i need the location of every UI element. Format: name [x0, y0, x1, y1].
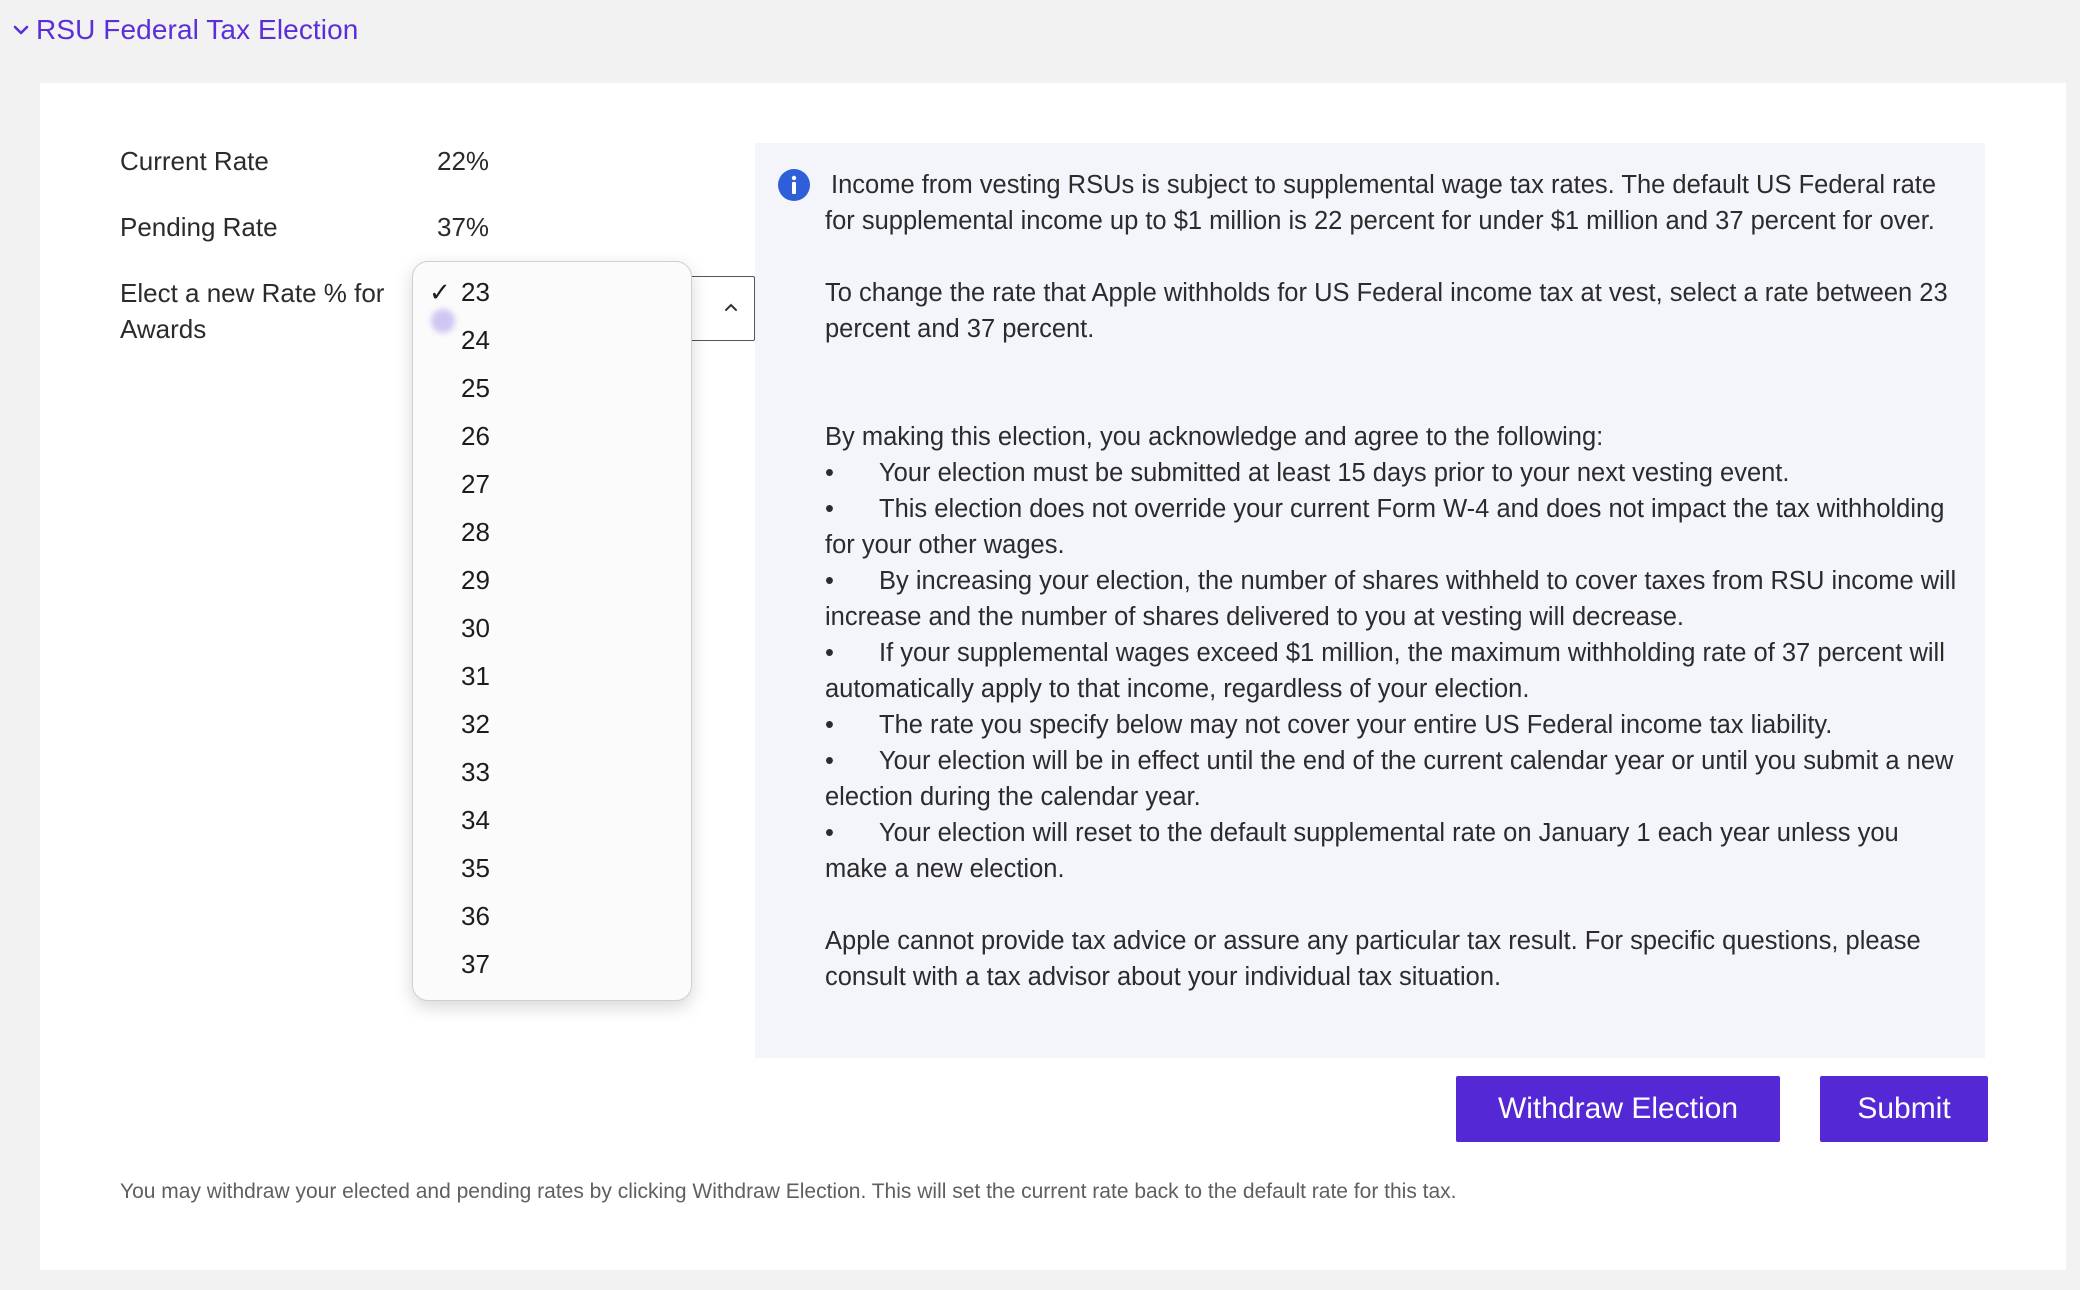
section-toggle[interactable]	[12, 14, 358, 46]
info-acknowledge: By making this election, you acknowledge and agree to the following:	[825, 423, 1604, 451]
rate-option[interactable]	[413, 748, 691, 796]
current-rate-value: 22%	[437, 146, 490, 176]
rate-option[interactable]	[413, 268, 691, 316]
rate-option-label: 23	[461, 277, 490, 307]
rate-option[interactable]	[413, 700, 691, 748]
chevron-up-icon	[724, 301, 738, 315]
rate-option[interactable]	[413, 556, 691, 604]
rate-option-label: 33	[461, 757, 490, 787]
rate-option[interactable]	[413, 412, 691, 460]
info-text	[825, 167, 1965, 995]
info-bullet-list	[825, 455, 1965, 887]
info-bullet-text: By increasing your election, the number of shares withheld to cover taxes from RSU income will increase and the number of shares delivered to you at vesting will decrease.	[825, 567, 1957, 631]
rate-option[interactable]	[413, 604, 691, 652]
info-disclaimer: Apple cannot provide tax advice or assure any particular tax result. For specific questions, please consult with a tax advisor about your individual tax situation.	[825, 927, 1921, 991]
rate-option-label: 30	[461, 613, 490, 643]
withdraw-election-button[interactable]: Withdraw Election	[1456, 1076, 1780, 1142]
election-card	[40, 83, 2066, 1270]
bullet-marker: •	[825, 567, 834, 595]
bullet-marker: •	[825, 495, 834, 523]
rate-option[interactable]	[413, 508, 691, 556]
rate-option[interactable]	[413, 844, 691, 892]
info-bullet-text: If your supplemental wages exceed $1 million, the maximum withholding rate of 37 percent will automatically apply to that income, regardless of your election.	[825, 639, 1945, 703]
info-bullet-item	[825, 707, 1965, 743]
info-bullet-item	[825, 455, 1965, 491]
rate-option-label: 28	[461, 517, 490, 547]
info-bullet-text: This election does not override your current Form W-4 and does not impact the tax withholding for your other wages.	[825, 495, 1945, 559]
info-panel	[755, 143, 1985, 1058]
info-bullet-item	[825, 743, 1965, 815]
rate-option[interactable]	[413, 796, 691, 844]
bullet-marker: •	[825, 459, 834, 487]
rate-option[interactable]	[413, 652, 691, 700]
pending-rate-label: Pending Rate	[120, 212, 278, 242]
bullet-marker: •	[825, 819, 834, 847]
rate-option[interactable]	[413, 364, 691, 412]
rate-option-label: 25	[461, 373, 490, 403]
submit-button[interactable]: Submit	[1820, 1076, 1988, 1142]
section-title: RSU Federal Tax Election	[36, 14, 359, 45]
info-bullet-item	[825, 491, 1965, 563]
info-icon	[777, 168, 811, 202]
info-bullet-text: Your election will be in effect until the end of the current calendar year or until you submit a new election during the calendar year.	[825, 747, 1954, 811]
rate-option-label: 27	[461, 469, 490, 499]
bullet-marker: •	[825, 711, 834, 739]
info-bullet-text: Your election will reset to the default supplemental rate on January 1 each year unless you make a new election.	[825, 819, 1899, 883]
rate-option-label: 32	[461, 709, 490, 739]
rate-option-label: 34	[461, 805, 490, 835]
elect-rate-label-line2: Awards	[120, 314, 207, 344]
info-bullet-item	[825, 635, 1965, 707]
pending-rate-value: 37%	[437, 212, 490, 242]
rate-option-label: 26	[461, 421, 490, 451]
elect-rate-label	[120, 275, 384, 347]
rate-option-label: 24	[461, 325, 490, 355]
focus-indicator	[431, 309, 455, 333]
bullet-marker: •	[825, 747, 834, 775]
checkmark-icon: ✓	[429, 277, 451, 307]
rate-option-label: 35	[461, 853, 490, 883]
rate-option-label: 31	[461, 661, 490, 691]
info-bullet-item	[825, 815, 1965, 887]
bullet-marker: •	[825, 639, 834, 667]
rate-option-label: 36	[461, 901, 490, 931]
current-rate-label: Current Rate	[120, 146, 269, 176]
rate-dropdown-list[interactable]	[412, 261, 692, 1001]
info-bullet-item	[825, 563, 1965, 635]
elect-rate-label-line1: Elect a new Rate % for	[120, 278, 385, 308]
footer-note: You may withdraw your elected and pending rates by clicking Withdraw Election. This will set the current rate back to the default rate for this tax.	[120, 1180, 1457, 1203]
rate-option-label: 37	[461, 949, 490, 979]
rate-option[interactable]	[413, 892, 691, 940]
rate-option[interactable]	[413, 940, 691, 988]
rate-option-label: 29	[461, 565, 490, 595]
chevron-down-icon	[12, 21, 30, 39]
info-change-rate: To change the rate that Apple withholds for US Federal income tax at vest, select a rate between 23 percent and 37 percent.	[825, 279, 1948, 343]
info-bullet-text: The rate you specify below may not cover your entire US Federal income tax liability.	[879, 711, 1833, 739]
rate-option[interactable]	[413, 460, 691, 508]
info-bullet-text: Your election must be submitted at least 15 days prior to your next vesting event.	[879, 459, 1790, 487]
info-intro: Income from vesting RSUs is subject to supplemental wage tax rates. The default US Federal rate for supplemental income up to $1 million is 22 percent for under $1 million and 37 percent for over.	[825, 171, 1937, 235]
